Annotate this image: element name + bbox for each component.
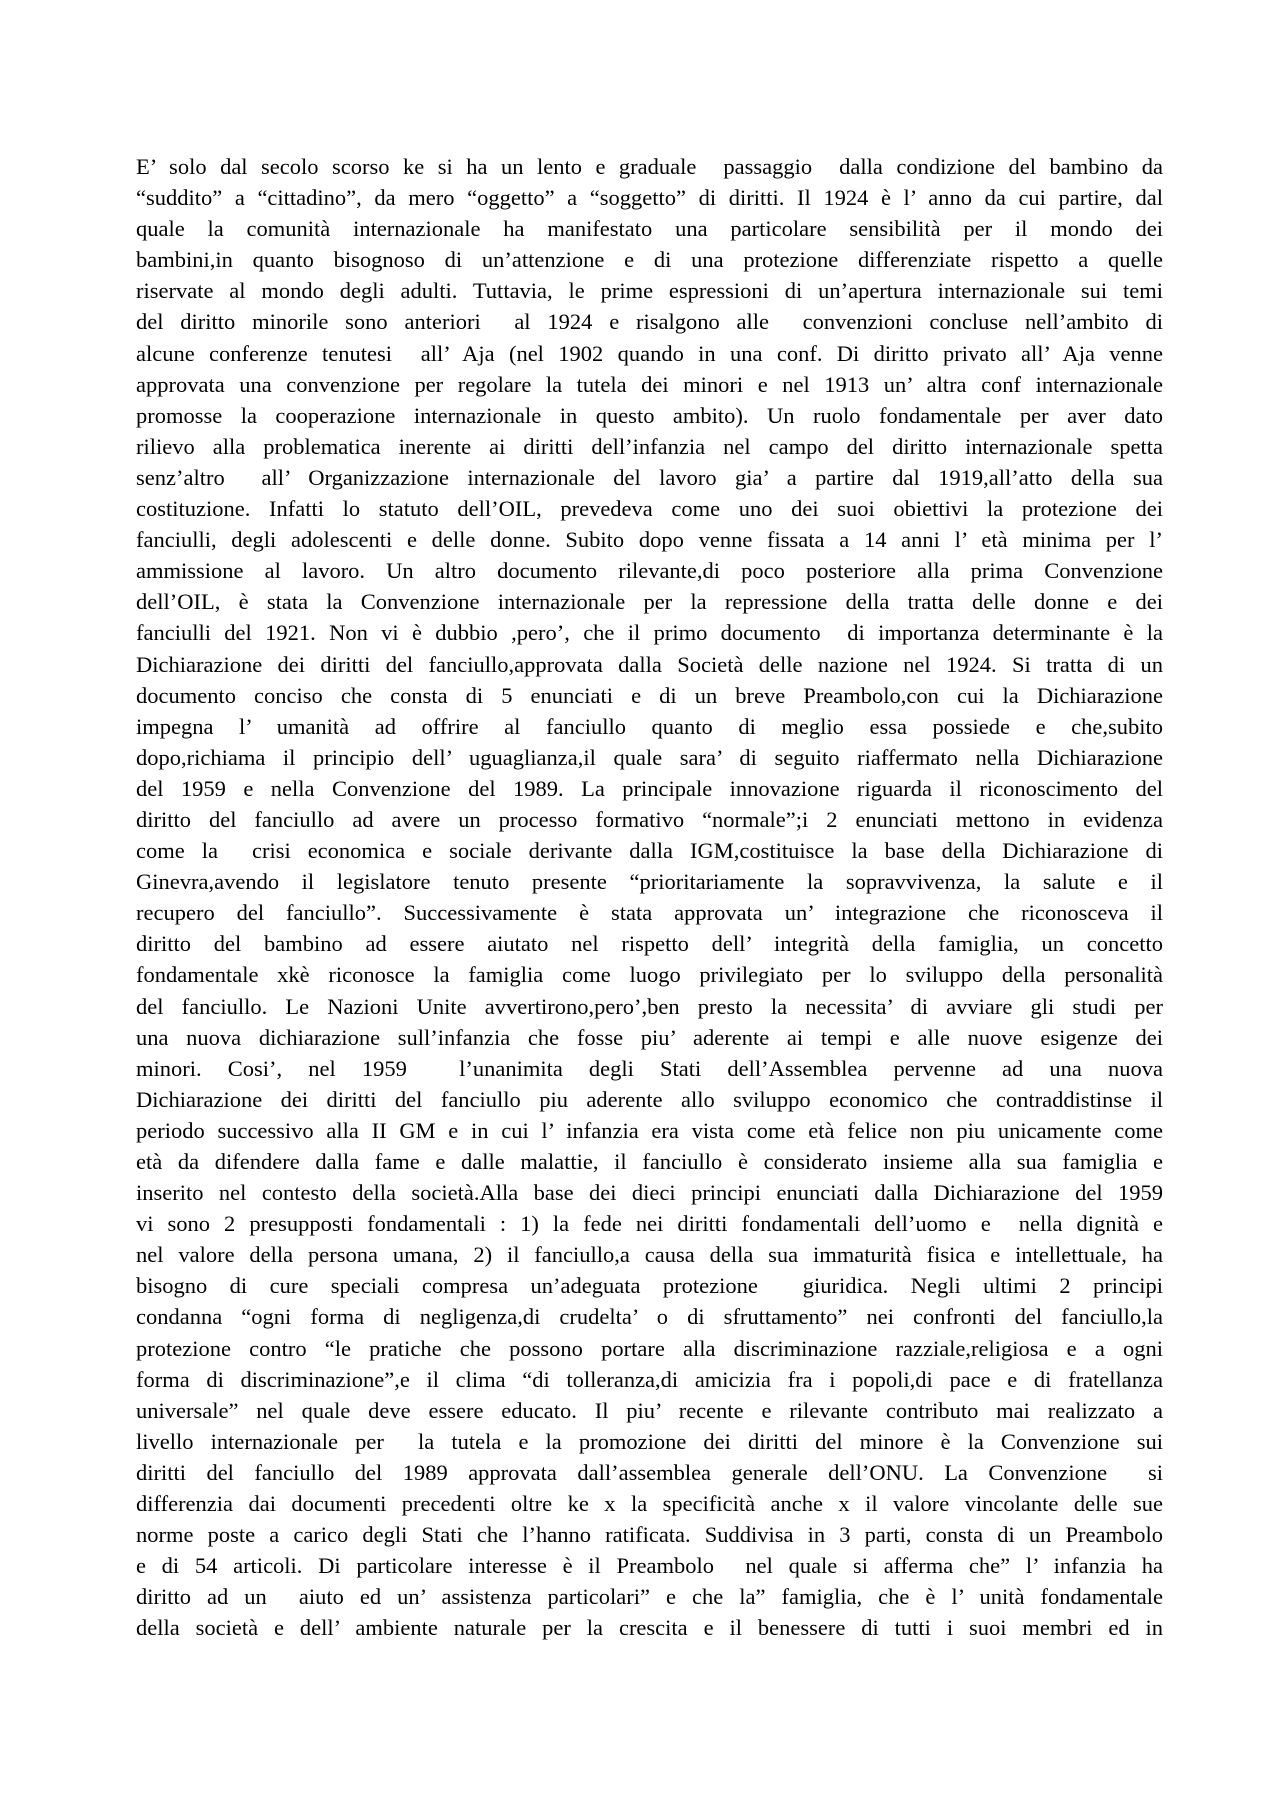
text-line: senz’altro all’ Organizzazione internazionale del lavoro gia’ a partire dal 1919,all’atto della sua bbox=[136, 464, 1163, 490]
text-line: come la crisi economica e sociale derivante dalla IGM,costituisce la base della Dichiarazione di bbox=[136, 838, 1163, 864]
text-line: minori. Cosi’, nel 1959 l’unanimita degli Stati dell’Assemblea pervenne ad una nuova bbox=[136, 1055, 1163, 1081]
text-line: diritto ad un aiuto ed un’ assistenza particolari” e che la” famiglia, che è l’ unità fondamentale bbox=[136, 1584, 1163, 1610]
text-line: ammissione al lavoro. Un altro documento rilevante,di poco posteriore alla prima Convenzione bbox=[136, 558, 1163, 584]
text-line: bambini,in quanto bisognoso di un’attenzione e di una protezione differenziate rispetto a quelle bbox=[136, 247, 1163, 273]
text-line: Dichiarazione dei diritti del fanciullo,approvata dalla Società delle nazione nel 1924. Si tratta di un bbox=[136, 651, 1163, 677]
text-line: norme poste a carico degli Stati che l’hanno ratificata. Suddivisa in 3 parti, consta di un Preambolo bbox=[136, 1522, 1163, 1548]
body-text bbox=[136, 151, 1163, 1644]
text-line: livello internazionale per la tutela e la promozione dei diritti del minore è la Convenzione sui bbox=[136, 1428, 1163, 1454]
text-line: nel valore della persona umana, 2) il fanciullo,a causa della sua immaturità fisica e intellettuale, ha bbox=[136, 1242, 1163, 1268]
text-line: differenzia dai documenti precedenti oltre ke x la specificità anche x il valore vincolante delle sue bbox=[136, 1491, 1163, 1517]
text-line: forma di discriminazione”,e il clima “di tolleranza,di amicizia fra i popoli,di pace e di fratellanza bbox=[136, 1366, 1163, 1392]
text-line: impegna l’ umanità ad offrire al fanciullo quanto di meglio essa possiede e che,subito bbox=[136, 713, 1163, 739]
text-line: fondamentale xkè riconosce la famiglia come luogo privilegiato per lo sviluppo della personalità bbox=[136, 962, 1163, 988]
text-line: una nuova dichiarazione sull’infanzia che fosse piu’ aderente ai tempi e alle nuove esigenze dei bbox=[136, 1024, 1163, 1050]
text-line: E’ solo dal secolo scorso ke si ha un lento e graduale passaggio dalla condizione del bambino da bbox=[136, 154, 1163, 179]
text-line: dopo,richiama il principio dell’ uguaglianza,il quale sara’ di seguito riaffermato nella Dichiarazione bbox=[136, 744, 1163, 770]
text-line: alcune conferenze tenutesi all’ Aja (nel 1902 quando in una conf. Di diritto privato all’ Aja venne bbox=[136, 340, 1163, 366]
text-line: condanna “ogni forma di negligenza,di crudelta’ o di sfruttamento” nei confronti del fanciullo,la bbox=[136, 1304, 1163, 1330]
text-line: protezione contro “le pratiche che possono portare alla discriminazione razziale,religiosa e a ogni bbox=[136, 1335, 1163, 1361]
text-line: Ginevra,avendo il legislatore tenuto presente “prioritariamente la sopravvivenza, la salute e il bbox=[136, 869, 1163, 895]
text-line: periodo successivo alla II GM e in cui l’ infanzia era vista come età felice non piu unicamente come bbox=[136, 1117, 1163, 1143]
text-line: rilievo alla problematica inerente ai diritti dell’infanzia nel campo del diritto internazionale spetta bbox=[136, 433, 1163, 459]
text-line: Dichiarazione dei diritti del fanciullo piu aderente allo sviluppo economico che contraddistinse il bbox=[136, 1086, 1163, 1112]
text-line: fanciulli del 1921. Non vi è dubbio ,pero’, che il primo documento di importanza determinante è la bbox=[136, 620, 1163, 646]
text-line: universale” nel quale deve essere educato. Il piu’ recente e rilevante contributo mai realizzato a bbox=[136, 1397, 1163, 1423]
text-line: riservate al mondo degli adulti. Tuttavia, le prime espressioni di un’apertura internazionale sui temi bbox=[136, 278, 1163, 304]
text-line: recupero del fanciullo”. Successivamente è stata approvata un’ integrazione che riconosceva il bbox=[136, 900, 1163, 926]
text-line: dell’OIL, è stata la Convenzione internazionale per la repressione della tratta delle donne e dei bbox=[136, 589, 1163, 615]
text-line: “suddito” a “cittadino”, da mero “oggetto” a “soggetto” di diritti. Il 1924 è l’ anno da cui partire, dal bbox=[136, 185, 1163, 211]
text-line: età da difendere dalla fame e dalle malattie, il fanciullo è considerato insieme alla sua famiglia e bbox=[136, 1149, 1163, 1174]
text-line: diritto del bambino ad essere aiutato nel rispetto dell’ integrità della famiglia, un concetto bbox=[136, 931, 1163, 957]
text-line: promosse la cooperazione internazionale in questo ambito). Un ruolo fondamentale per aver dato bbox=[136, 402, 1163, 428]
text-line: quale la comunità internazionale ha manifestato una particolare sensibilità per il mondo dei bbox=[136, 216, 1163, 242]
text-line: documento conciso che consta di 5 enunciati e di un breve Preambolo,con cui la Dichiarazione bbox=[136, 682, 1163, 708]
text-line: inserito nel contesto della società.Alla base dei dieci principi enunciati dalla Dichiarazione del 1959 bbox=[136, 1180, 1163, 1206]
text-line: della società e dell’ ambiente naturale per la crescita e il benessere di tutti i suoi membri ed in bbox=[136, 1615, 1163, 1641]
text-line: approvata una convenzione per regolare la tutela dei minori e nel 1913 un’ altra conf internazionale bbox=[136, 371, 1163, 397]
text-line: diritti del fanciullo del 1989 approvata dall’assemblea generale dell’ONU. La Convenzione si bbox=[136, 1459, 1163, 1485]
text-line: del 1959 e nella Convenzione del 1989. La principale innovazione riguarda il riconoscimento del bbox=[136, 775, 1163, 801]
text-line: e di 54 articoli. Di particolare interesse è il Preambolo nel quale si afferma che” l’ infanzia ha bbox=[136, 1553, 1163, 1579]
text-line: vi sono 2 presupposti fondamentali : 1) la fede nei diritti fondamentali dell’uomo e nella dignità e bbox=[136, 1211, 1163, 1237]
text-line: costituzione. Infatti lo statuto dell’OIL, prevedeva come uno dei suoi obiettivi la protezione dei bbox=[136, 496, 1163, 522]
text-line: diritto del fanciullo ad avere un processo formativo “normale”;i 2 enunciati mettono in evidenza bbox=[136, 806, 1163, 832]
text-line: bisogno di cure speciali compresa un’adeguata protezione giuridica. Negli ultimi 2 principi bbox=[136, 1273, 1163, 1299]
text-line: del diritto minorile sono anteriori al 1924 e risalgono alle convenzioni concluse nell’ambito di bbox=[136, 309, 1163, 335]
text-line: del fanciullo. Le Nazioni Unite avvertirono,pero’,ben presto la necessita’ di avviare gli studi per bbox=[136, 993, 1163, 1019]
text-line: fanciulli, degli adolescenti e delle donne. Subito dopo venne fissata a 14 anni l’ età minima per l’ bbox=[136, 527, 1163, 553]
